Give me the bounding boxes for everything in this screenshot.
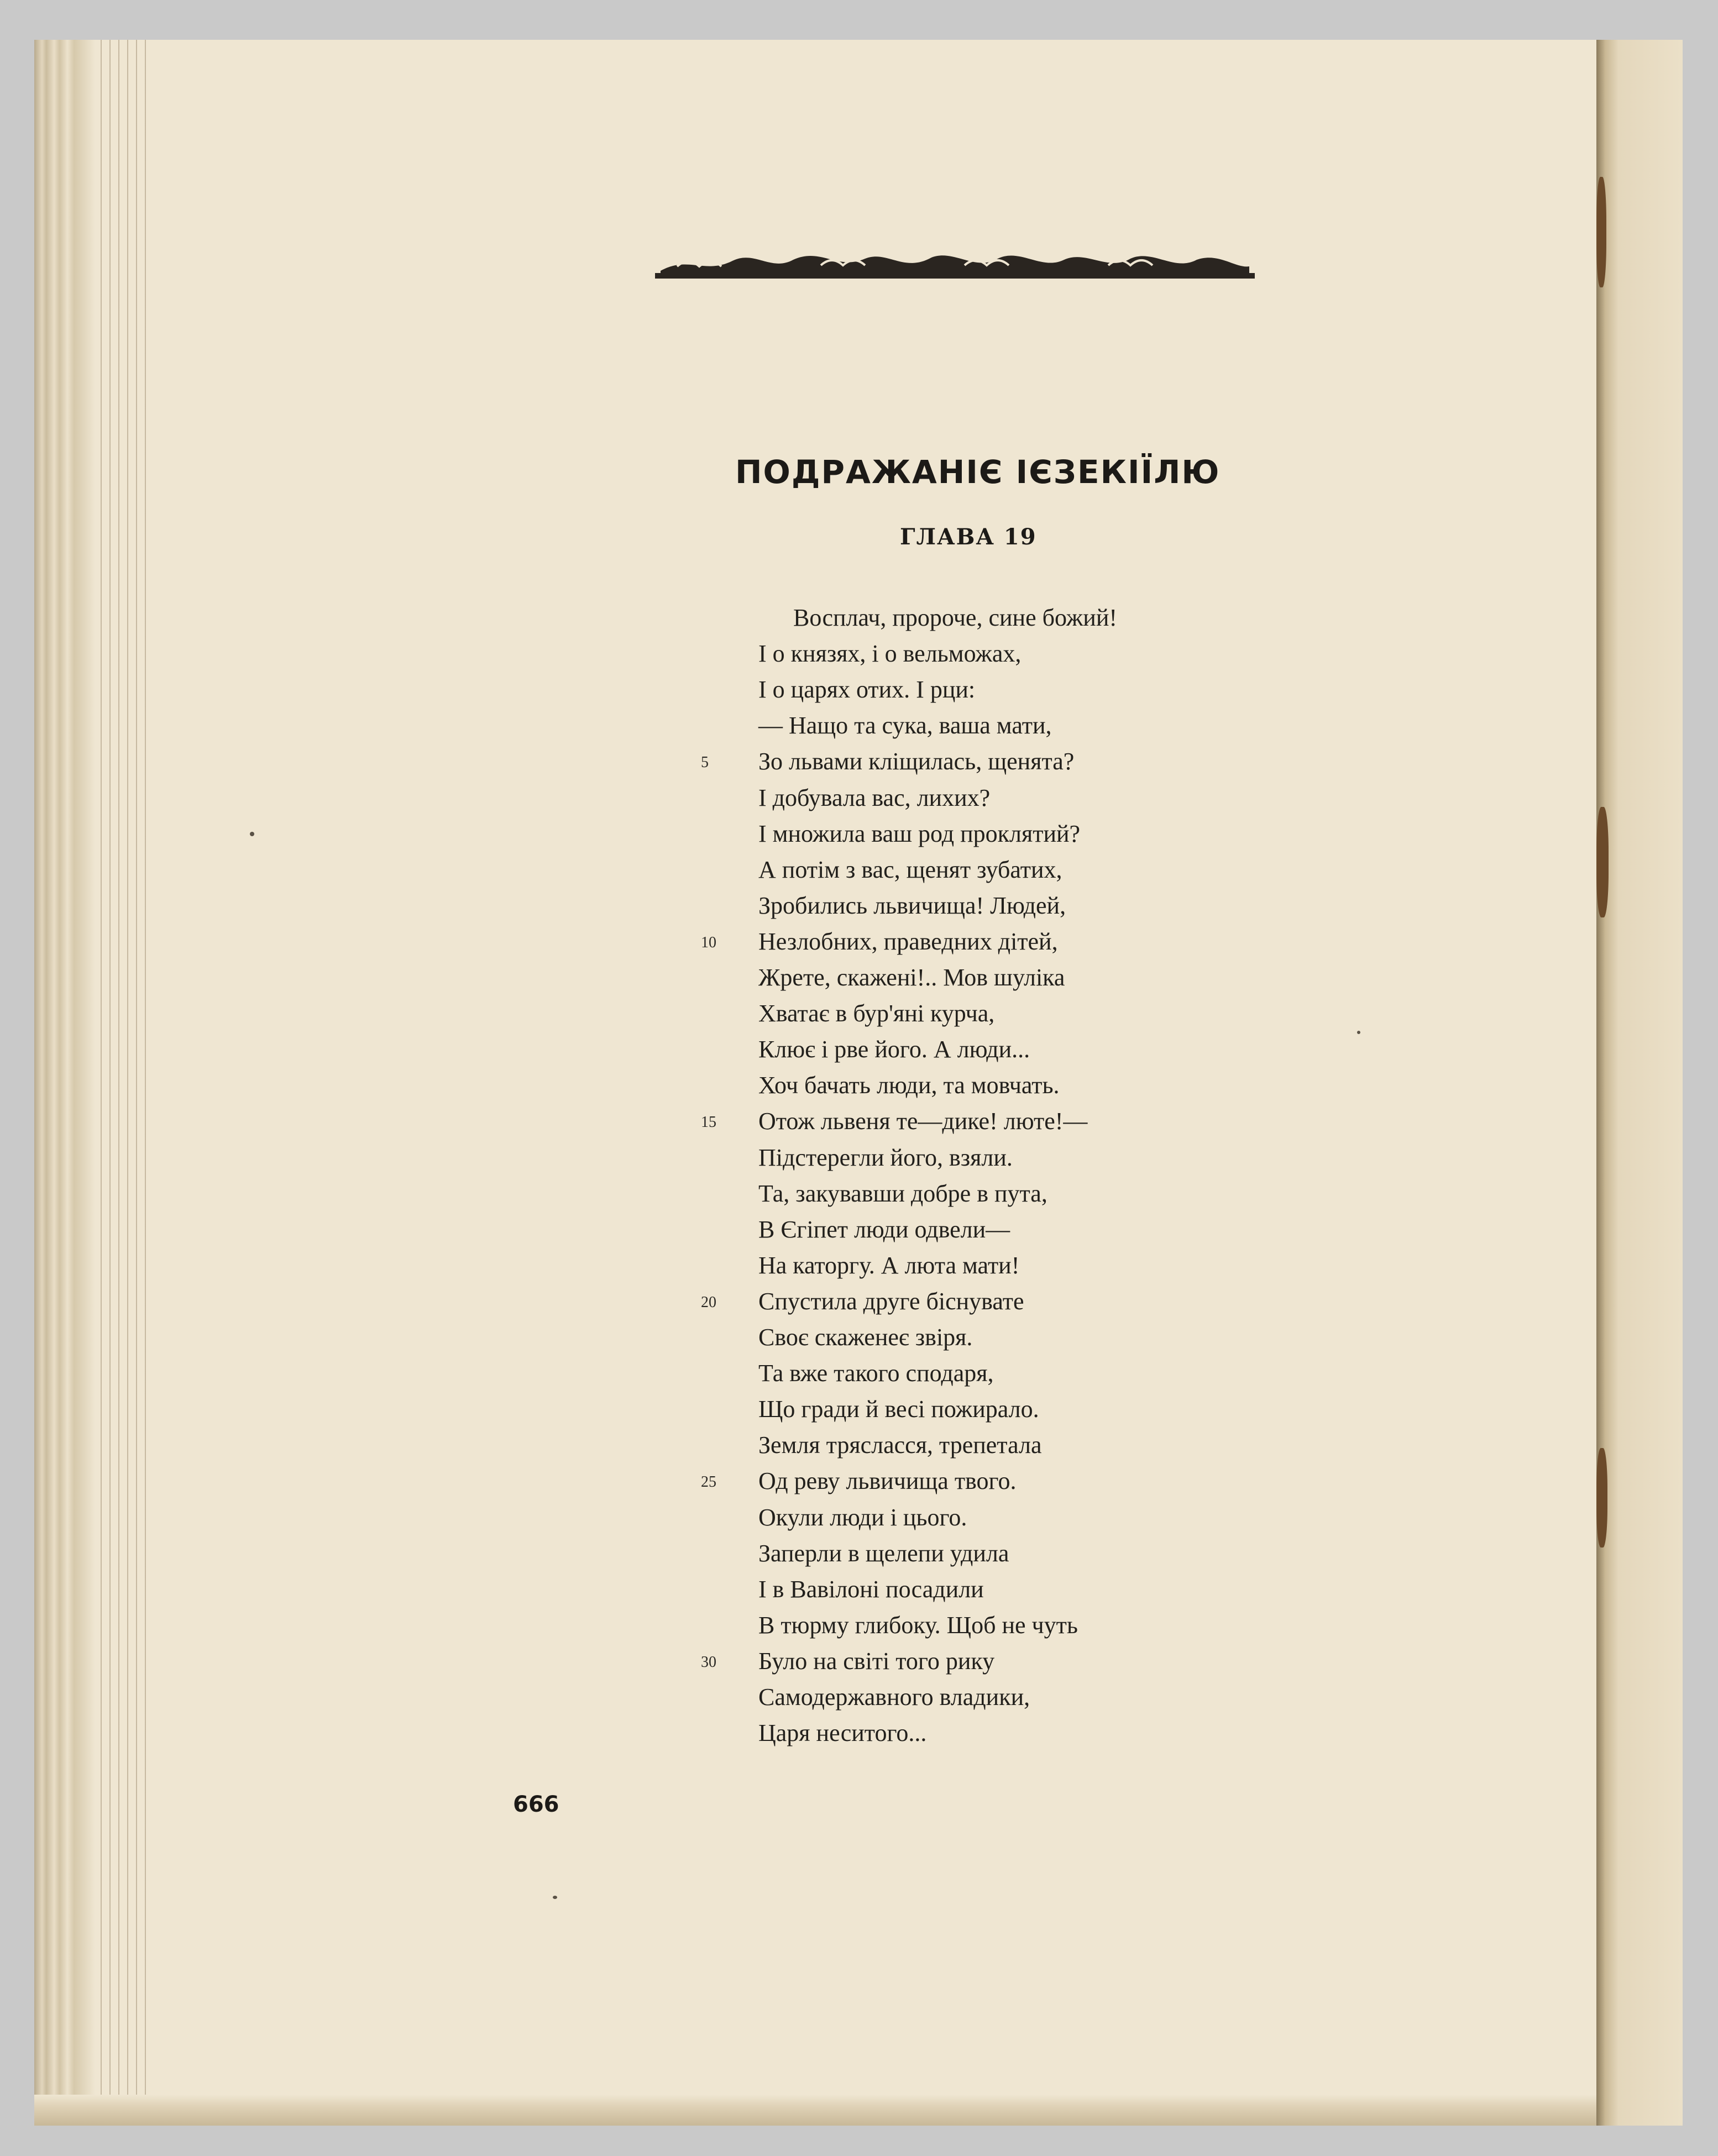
poem-line: Що гради й весі пожирало.: [758, 1396, 1039, 1423]
line-number: 30: [701, 1654, 716, 1671]
poem-line: Підстерегли його, взяли.: [758, 1144, 1013, 1171]
poem-line: Своє скаженеє звіря.: [758, 1324, 973, 1351]
poem-line: Жрете, скажені!.. Мов шуліка: [758, 964, 1065, 991]
page-number: 666: [513, 1792, 559, 1817]
poem-line: Самодержавного владики,: [758, 1683, 1030, 1711]
line-number: 20: [701, 1294, 716, 1311]
poem-line: І о князях, і о вельможах,: [758, 640, 1022, 667]
poem-line: Та, закувавши добре в пута,: [758, 1180, 1047, 1207]
poem-line: Хоч бачать люди, та мовчать.: [758, 1072, 1060, 1099]
poem-line: Восплач, пророче, сине божий!: [793, 604, 1118, 631]
paper-speck: [250, 832, 254, 836]
line-number: 25: [701, 1473, 716, 1491]
poem-line: І о царях отих. І рци:: [758, 676, 976, 703]
poem-line: І множила ваш род проклятий?: [758, 820, 1081, 847]
poem-line: Окули люди і цього.: [758, 1504, 967, 1531]
paper-speck: [553, 1896, 557, 1899]
poem-line: Клює і рве його. А люди...: [758, 1036, 1030, 1063]
poem-line: — Нащо та сука, ваша мати,: [758, 712, 1052, 739]
poem-line: Царя неситого...: [758, 1719, 927, 1746]
paper-speck: [1357, 1031, 1360, 1034]
poem-line: Од реву львичища твого.: [758, 1467, 1017, 1494]
poem-line: Хватає в бур'яні курча,: [758, 1000, 995, 1027]
poem-line: Отож львеня те—дике! люте!—: [758, 1108, 1088, 1135]
poem-line: Земля трясласся, трепетала: [758, 1431, 1042, 1459]
poem-line: Незлобних, праведних дітей,: [758, 928, 1058, 955]
poem-line: І добувала вас, лихих?: [758, 784, 991, 811]
line-number: 10: [701, 934, 716, 951]
poem-line: Було на світі того рику: [758, 1648, 995, 1675]
poem-line: Заперли в щелепи удила: [758, 1540, 1009, 1567]
poem-line: Зо львами кліщилась, щенята?: [758, 748, 1075, 775]
poem-line: Та вже такого сподаря,: [758, 1360, 994, 1387]
chapter-heading: ГЛАВА 19: [900, 524, 1037, 550]
poem-title: ПОДРАЖАНІЄ ІЄЗЕКІЇЛЮ: [735, 453, 1221, 491]
poem-line: Спустила друге біснувате: [758, 1288, 1024, 1315]
poem-line: В тюрму глибоку. Щоб не чуть: [758, 1612, 1078, 1639]
poem-line: Зробились львичища! Людей,: [758, 892, 1066, 919]
poem-line: На каторгу. А люта мати!: [758, 1252, 1020, 1279]
line-number: 15: [701, 1114, 716, 1131]
poem-line: А потім з вас, щенят зубатих,: [758, 856, 1062, 883]
line-number: 5: [701, 754, 709, 771]
poem-line: В Єгіпет люди одвели—: [758, 1216, 1010, 1243]
poem-line: І в Вавілоні посадили: [758, 1576, 984, 1603]
